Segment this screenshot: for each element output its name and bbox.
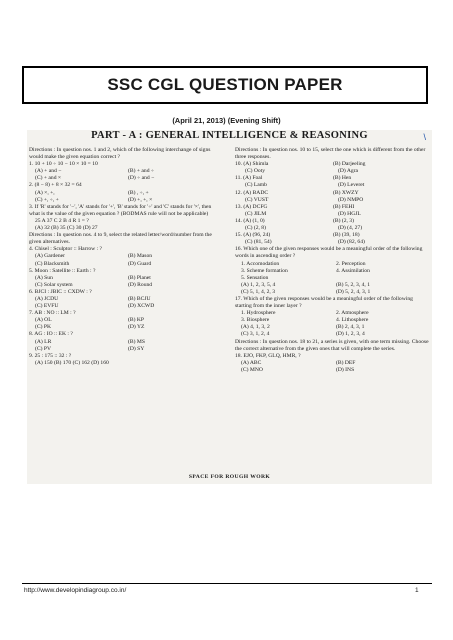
footer-url-link[interactable]: http://www.developindiagroup.co.in/ — [24, 587, 127, 594]
question-18: 18. EJO, FKP, GLQ, HMR, ? — [235, 352, 301, 359]
option: (C) EVFU — [35, 303, 59, 310]
option: 1. Accomodation — [241, 260, 280, 267]
option: 4. Assimilation — [336, 267, 370, 274]
options-row — [29, 346, 221, 353]
option: (D) Round — [128, 281, 153, 288]
question-1: 1. 10 + 10 ÷ 10 − 10 × 10 = 10 — [29, 161, 98, 168]
options-row — [235, 190, 431, 197]
question-3-options: (A) 32 (B) 35 (C) 30 (D) 27 — [35, 225, 98, 232]
option: (D) YZ — [128, 324, 145, 331]
options-row — [235, 275, 431, 282]
options-row — [29, 282, 221, 289]
options-row — [235, 197, 431, 204]
question-4: 4. Chisel : Sculptor :: Harrow : ? — [29, 246, 103, 253]
option: 15. (A) (96, 24) — [235, 232, 271, 239]
option: (B) 5, 2, 3, 4, 1 — [336, 281, 371, 288]
option: 10. (A) Shimla — [235, 161, 269, 168]
option: (C) PK — [35, 324, 52, 331]
option: (C) + and × — [35, 175, 62, 182]
option: (D) SY — [128, 345, 145, 352]
option: (B) FEHI — [333, 203, 355, 210]
options-row — [29, 339, 221, 346]
option: (B) MS — [128, 338, 145, 345]
option: (A) OL — [35, 317, 52, 324]
directions-2: Directions : In question nos. 4 to 9, select the related letter/word/number from the given alternatives. — [29, 232, 212, 246]
option: (C) 3, 1, 2, 4 — [241, 331, 270, 338]
question-5: 5. Moon : Satellite :: Earth : ? — [29, 267, 96, 274]
exam-date-subtitle: (April 21, 2013) (Evening Shift) — [172, 116, 281, 125]
option: (C) MNO — [241, 366, 263, 373]
option: 2. Perception — [336, 260, 366, 267]
option: (A) JCDU — [35, 295, 59, 302]
option: (B) XWZY — [333, 189, 359, 196]
title-box — [22, 66, 428, 104]
directions-1: Directions : In question nos. 1 and 2, which of the following interchange of signs would make the given equation correct ? — [29, 147, 211, 161]
options-row — [29, 296, 221, 303]
option: (B) (39, 18) — [333, 232, 360, 239]
option: (B) Mason — [128, 253, 153, 260]
option: (A) 4, 1, 3, 2 — [241, 324, 270, 331]
option: (B) Hen — [333, 175, 352, 182]
question-2: 2. (8 − 8) + 8 × 32 = 64 — [29, 182, 82, 189]
option: (B) (2, 3) — [333, 217, 354, 224]
option: 3. Scheme formation — [241, 267, 288, 274]
options-row — [235, 261, 431, 268]
option: (B) DEF — [336, 359, 356, 366]
option: (B) BCJU — [128, 295, 151, 302]
option: (A) Gardener — [35, 253, 65, 260]
options-row — [235, 289, 431, 296]
options-row — [235, 268, 431, 275]
option: (D) NMPO — [338, 196, 364, 203]
part-heading: PART - A : GENERAL INTELLIGENCE & REASONING — [91, 130, 368, 141]
options-row — [235, 282, 431, 289]
option: 11. (A) Foal — [235, 175, 263, 182]
option: (B) Darjeeling — [333, 161, 366, 168]
options-row — [29, 324, 221, 331]
option: (D) Agra — [338, 168, 359, 175]
question-paper-scan — [27, 130, 432, 484]
question-9-options: (A) 150 (B) 170 (C) 162 (D) 160 — [35, 359, 109, 366]
option: (A) LR — [35, 338, 52, 345]
option: (C) PV — [35, 345, 52, 352]
options-row — [235, 367, 431, 374]
scan-mark: \ — [423, 132, 426, 142]
option: (D) 1, 2, 3, 4 — [336, 331, 365, 338]
page-title: SSC CGL QUESTION PAPER — [107, 75, 343, 94]
directions-3: Directions : In question nos. 10 to 15, select the one which is different from the other three responses. — [235, 147, 426, 161]
option: 1. Hydrosphere — [241, 310, 276, 317]
option: (D) HGJL — [338, 210, 361, 217]
question-3-equation: 25 A 37 C 2 B 4 R 1 = ? — [35, 217, 89, 224]
options-row — [29, 317, 221, 324]
options-row — [29, 197, 221, 204]
option: (C) Blacksmith — [35, 260, 70, 267]
question-6: 6. BJCI : JBIC :: CXDW : ? — [29, 288, 92, 295]
option: (B) KP — [128, 317, 145, 324]
option: (A) 1, 2, 3, 5, 4 — [241, 281, 276, 288]
option: (B) 2, 4, 3, 1 — [336, 324, 365, 331]
question-3: 3. If 'R' stands for '−', 'A' stands for '+', 'B' stands for '÷' and 'C' stands for '×', then what is the value of the given equation ? (BODMAS rule will not be applicable) — [29, 203, 212, 217]
option: 5. Sensation — [241, 274, 269, 281]
option: (D) +, +, × — [128, 196, 153, 203]
options-row — [235, 211, 431, 218]
option: (D) (4, 27) — [338, 225, 363, 232]
option: (D) (82, 64) — [338, 239, 365, 246]
options-row — [29, 190, 221, 197]
options-row — [29, 303, 221, 310]
options-row — [235, 310, 431, 317]
directions-4: Directions : In question nos. 18 to 21, a series is given, with one term missing. Choose the correct alternative from the given ones that will complete the series. — [235, 338, 429, 352]
option: (B) , ÷, + — [128, 189, 149, 196]
option: (A) + and − — [35, 168, 62, 175]
rough-work-label: SPACE FOR ROUGH WORK — [188, 474, 271, 480]
question-7: 7. AB : NO :: LM : ? — [29, 310, 76, 317]
options-row — [29, 261, 221, 268]
option: (C) Ooty — [245, 168, 266, 175]
options-row — [235, 204, 431, 211]
option: (D) ÷ and − — [128, 175, 155, 182]
option: (D) Guard — [128, 260, 152, 267]
right-column — [235, 147, 431, 374]
option: 13. (A) DCFG — [235, 203, 268, 210]
question-16: 16. Which one of the given responses would be a meaningful order of the following words in ascending order ? — [235, 246, 423, 260]
option: (C) +, ÷, + — [35, 196, 59, 203]
option: 12. (A) BADC — [235, 189, 269, 196]
question-17: 17. Which of the given responses would be a meaningful order of the following starting from the inner layer ? — [235, 295, 413, 310]
option: (C) 5, 1, 4, 2, 3 — [241, 288, 276, 295]
option: (A) Sun — [35, 274, 53, 281]
option: 2. Atmosphere — [336, 310, 369, 317]
option: (D) Leveret — [338, 182, 365, 189]
option: (C) Solar system — [35, 281, 73, 288]
option: (C) Lamb — [245, 182, 267, 189]
question-8: 8. AG : IO :: EK : ? — [29, 331, 73, 338]
option: (D) INS — [336, 366, 355, 373]
options-row — [235, 182, 431, 189]
option: 3. Biosphere — [241, 317, 270, 324]
options-row — [235, 218, 431, 225]
option: (B) + and ÷ — [128, 168, 154, 175]
footer-divider — [22, 583, 432, 584]
option: (C) (81, 54) — [245, 239, 272, 246]
option: (D) 5, 2, 4, 3, 1 — [336, 288, 371, 295]
option: 14. (A) (1, 0) — [235, 217, 265, 224]
option: (A) ABC — [241, 359, 262, 366]
option: (D) XCWD — [128, 303, 155, 310]
option: (C) VUST — [245, 196, 269, 203]
options-row — [29, 275, 221, 282]
options-row — [235, 331, 431, 338]
left-column — [29, 147, 221, 367]
option: (C) JILM — [245, 210, 267, 217]
page-number: 1 — [415, 587, 419, 594]
option: (C) (2, 8) — [245, 225, 266, 232]
question-9: 9. 25 : 175 :: 32 : ? — [29, 352, 72, 359]
option: (A) ×, +, — [35, 189, 55, 196]
options-row — [29, 253, 221, 260]
option: 4. Lithosphere — [336, 317, 369, 324]
options-row — [235, 360, 431, 367]
option: (B) Planet — [128, 274, 151, 281]
